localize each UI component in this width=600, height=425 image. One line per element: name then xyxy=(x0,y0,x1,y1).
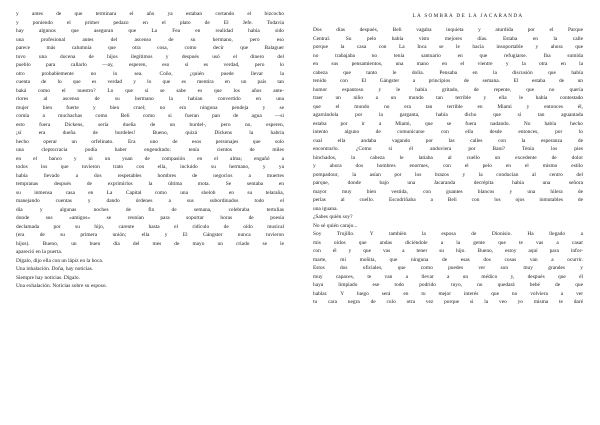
text-line: día y algunas noches de fin de semana, celebraba tertulias xyxy=(16,206,284,213)
text-line: riores al ascenso de su hermano la habían convertido en una xyxy=(16,96,284,102)
text-line: otro probablemente no lo sea. Coño, ¿quién puede llevar la xyxy=(16,70,284,77)
text-line: agarrándola por la garganta, había dicho que sí tan aguantada xyxy=(313,112,583,118)
text-line: baká como el nuestro? Lo que sí se sabe es que los años ante- xyxy=(16,87,284,94)
text-line: Estos dos oficiales, que como puedes ver son muy grandes y xyxy=(313,265,583,271)
text-line: apareció en la puerta. xyxy=(16,249,63,255)
text-line: Central. Su pelo había visto mejores días. Estaba en la calle xyxy=(313,35,583,42)
text-line: Una inhalación. Doña, hay noticias. xyxy=(16,266,94,272)
right-page xyxy=(313,10,583,307)
text-line: esto fuera Dickens, sería dueña de un burdel-, pero no, esperen, xyxy=(16,121,284,128)
text-line: hay algunos que aseguran que La Fea en realidad había sido xyxy=(16,28,284,34)
text-line: humor espantoso y le había gritado, de repente, que no quería xyxy=(313,86,583,93)
text-line: una cleptocracia podía haber engendrado: tenía cientos de miles xyxy=(16,147,284,153)
text-line: y poniendo el primer pedazo en el plato de El Jefe. Todavía xyxy=(16,19,284,26)
text-line: encontrarlo. ¿Como si él anduviera por Baní? Tenía los pies xyxy=(313,146,583,152)
text-line: cual ella andaba vagando por las calles con la esperanza de xyxy=(313,137,583,144)
left-page xyxy=(16,10,284,291)
text-line: Una exhalación. Noticias sobre su esposo. xyxy=(16,283,107,289)
text-line: intento alguno de comunicarse con ella desde entonces, por lo xyxy=(313,129,583,135)
text-line: muy capaces, te van a llevar a un médico y, después que él xyxy=(313,273,583,280)
text-line: hijos). Bueno, un buen día del mes de mayo un criado se le xyxy=(16,240,284,247)
text-line: tuvo una docena de hijos ilegítimos y después usó el dinero del xyxy=(16,53,284,60)
text-line: Dígalo, dijo ella con un lápiz en la boca. xyxy=(16,257,104,264)
text-line: estaba por ir a Miami, que se fuera nadando. No había hecho xyxy=(313,120,583,127)
text-line: una profesional antes del ascenso de su hermano, pero eso xyxy=(16,36,284,43)
text-line: su inmensa casa en La Capital como una shelob en su telaraña, xyxy=(16,189,284,196)
text-line: mayor muy bien vestida, con guantes blancos y una hilera de xyxy=(313,188,583,195)
text-line: (era de su primera unión; ella y El Gángster nunca tuvieron xyxy=(16,232,284,238)
text-line: cabeza que tanto le dolía. Pensaba en la discusión que había xyxy=(313,69,583,76)
text-line: que el mundo no era tan terrible en Miami y entonces él, xyxy=(313,103,583,110)
text-line: una iguana. xyxy=(313,205,338,212)
running-head: LA SOMBRA DE LA JACARANDA xyxy=(412,13,524,19)
text-line: y antes de que terminara el año ya estaban cortando el bizcocho xyxy=(16,11,284,17)
left-page-body xyxy=(16,10,284,291)
text-line: hinchados, la cabeza le latiaba al cuello un excedente de dolor xyxy=(313,154,583,161)
text-line: parece más calumnia que otra cosa, como decir que Balaguer xyxy=(16,45,284,51)
text-line: No sé quién carajo... xyxy=(313,222,358,229)
text-line: todos los que tuvieron trato con ella, incluido su hermano, y ya xyxy=(16,164,284,170)
text-line: Dos días después, Beli vagaba inquieta y aturdida por el Parque xyxy=(313,27,583,33)
text-line: tu cara negra de culo otra vez porque si la veo yo misma te daré xyxy=(313,299,583,305)
text-line: hablar. Y luego será en tu mejor interés que no volviera a ver xyxy=(313,290,583,297)
text-line: marte, mi moñita, que ninguna de esas dos cosas van a ocurrir. xyxy=(313,256,583,263)
text-line: pueblo para callarlo —ay, esperen, eso sí es verdad, pero lo xyxy=(16,62,284,68)
text-line: declamada por su hijo, carente hasta el ridículo de oído musical xyxy=(16,223,284,230)
text-line: haya limpiado ese todo podrido tuyo, no quedará bebé de que xyxy=(313,282,583,288)
text-line: no trabajaba no tenía santuario en que refugiarse. Iba sumida xyxy=(313,52,583,59)
text-line: había llevado a dos respetables hombres de negocios a muertes xyxy=(16,172,284,179)
text-line: pompadour, la asían por los brazos y la conducían al centro del xyxy=(313,171,583,178)
text-line: y ahora dos hombres enormes, con el pelo en el mismo estilo xyxy=(313,163,583,169)
text-line: en el banco y ni un yuan de compasión en el alma; engañó a xyxy=(16,155,284,162)
text-line: perlas al cuello. Escudriñaba a Beli con los ojos inmutables de xyxy=(313,197,583,203)
text-line: Soy Trujillo. Y también la esposa de Dionisio. Ha llegado a xyxy=(313,231,583,237)
text-line: manejando cuentas y dando órdenes a sus subordinados todo el xyxy=(16,198,284,204)
text-line: con él y que vas a tener su hijo. Bueno, estoy aquí para infor- xyxy=(313,248,583,254)
right-page-body xyxy=(313,26,583,307)
text-line: cuenta de lo que es verdad y lo que es mentira en un país tan xyxy=(16,79,284,85)
text-line: Siempre hay noticias. Dígalo. xyxy=(16,274,80,281)
text-line: ¿Sabes quién soy? xyxy=(313,214,353,220)
text-line: tenido con El Gángster a principios de semana. El estaba de un xyxy=(313,78,583,84)
text-line: traer un niño a un mundo tan terrible y ella le había contestado xyxy=(313,95,583,101)
text-line: porque la casa con La Inca se le hacía insoportable y ahora que xyxy=(313,44,583,50)
text-line: donde sus «amigos» se reunían para soportar horas de poesía xyxy=(16,215,284,221)
text-line: mis oídos que andas diciéndole a la gente que te vas a casar xyxy=(313,239,583,246)
text-line: en sus pensamientos, una mano en el vientre y la otra en la xyxy=(313,61,583,67)
text-line: parque, donde bajo una Jacaranda decrépita había una señora xyxy=(313,180,583,186)
text-line: comía a muchachas como Beli como si fueran pan de agua —si xyxy=(16,113,284,119)
text-line: mujer bien fuerte y bien cruel; no era ninguna pendeja y se xyxy=(16,104,284,111)
text-line: tempranas después de exprimirlos la última mota. Se sentaba en xyxy=(16,181,284,187)
text-line: ¡sí era dueña de burdeles! Bueno, quizá Dickens la habría xyxy=(16,130,284,136)
text-line: hecho operar un orfelinato. Era uno de esos personajes que solo xyxy=(16,138,284,145)
